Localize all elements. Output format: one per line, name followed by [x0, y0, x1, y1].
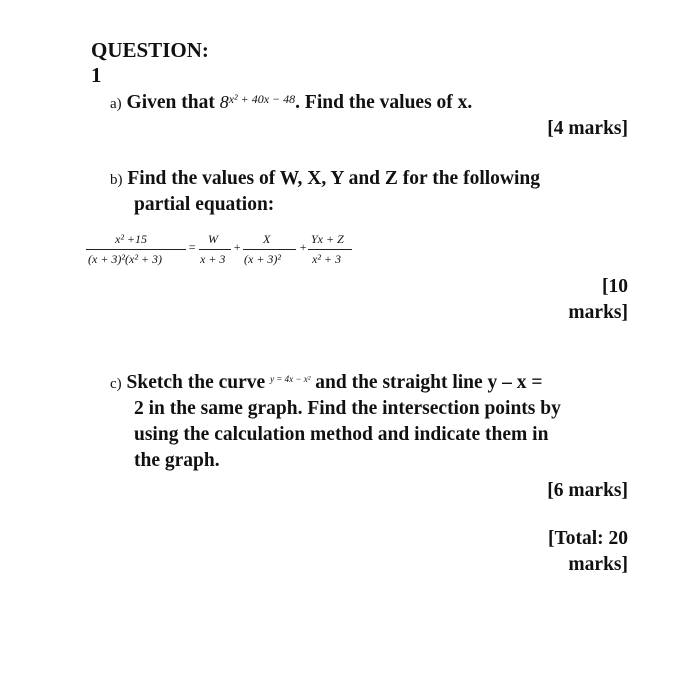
eq-term3-numerator: Yx + Z: [311, 232, 344, 246]
eq-term3-fraction-bar: [308, 249, 352, 250]
eq-term1-denominator: x + 3: [200, 252, 226, 266]
part-a-text-after: . Find the values of x.: [295, 92, 473, 113]
question-heading: QUESTION:: [91, 38, 209, 62]
eq-lhs-fraction-bar: [86, 249, 186, 250]
eq-term1-numerator: W: [208, 232, 218, 246]
eq-term3-denominator: x² + 3: [312, 252, 342, 266]
total-marks-line2: marks]: [568, 554, 628, 575]
part-c-text-after: and the straight line y – x =: [315, 372, 543, 393]
part-a-line: [110, 92, 472, 114]
question-number: 1: [91, 63, 102, 87]
part-c-line3: using the calculation method and indicate them in: [134, 424, 549, 445]
part-b-marks-line2: marks]: [568, 302, 628, 323]
part-b-label: b): [110, 172, 123, 188]
part-c-marks: [6 marks]: [547, 480, 628, 501]
eq-term2-numerator: X: [263, 232, 271, 246]
eq-term1-fraction-bar: [199, 249, 231, 250]
part-c-line2: 2 in the same graph. Find the intersection points by: [134, 398, 561, 419]
part-a-label: a): [110, 96, 122, 112]
part-c-line4: the graph.: [134, 450, 220, 471]
eq-equals: =: [188, 240, 197, 254]
part-a-marks: [4 marks]: [547, 118, 628, 139]
part-b-text-line2: partial equation:: [134, 194, 275, 215]
eq-plus-2: +: [299, 240, 308, 254]
part-b-line1: [110, 168, 540, 190]
eq-lhs-denominator: (x + 3)²(x² + 3): [88, 252, 163, 266]
eq-term2-fraction-bar: [243, 249, 296, 250]
eq-lhs-numerator: x² +15: [115, 232, 148, 246]
part-a-base: 8: [219, 92, 229, 112]
total-marks-line1: [Total: 20: [548, 528, 628, 549]
part-c-label: c): [110, 376, 122, 392]
eq-term2-denominator: (x + 3)²: [244, 252, 282, 266]
part-b-marks-line1: [10: [602, 276, 628, 297]
part-c-line1: [110, 372, 543, 394]
part-a-exponent: x² + 40x − 48: [228, 92, 296, 106]
eq-plus-1: +: [233, 240, 242, 254]
part-a-text-before: Given that: [126, 92, 215, 113]
part-b-text-line1: Find the values of W, X, Y and Z for the following: [127, 168, 540, 189]
part-c-curve-equation: y = 4x − x²: [270, 374, 311, 384]
part-c-text-before: Sketch the curve: [126, 372, 266, 393]
